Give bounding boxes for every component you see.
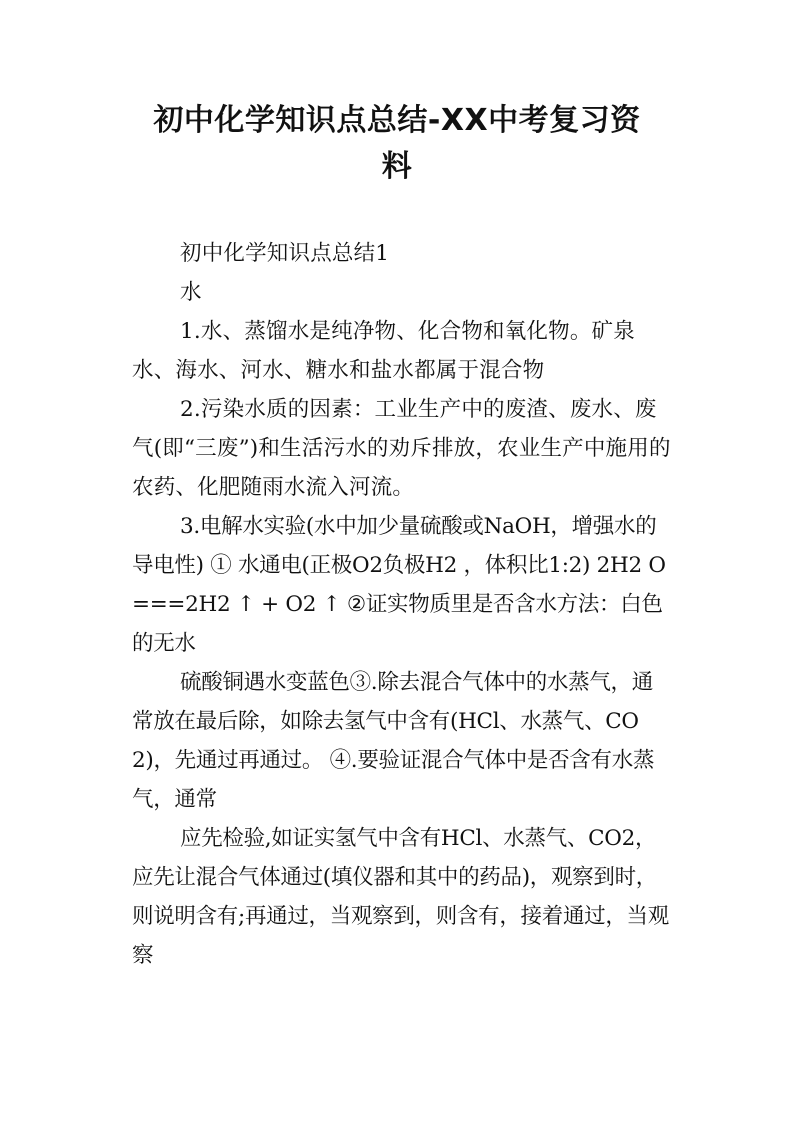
section-heading: 初中化学知识点总结1 <box>180 241 390 266</box>
paragraph-3: 3.电解水实验(水中加少量硫酸或NaOH，增强水的导电性) ① 水通电(正极O2负极H2 ，体积比1:2) 2H2 O===2H2 ↑ + O2 ↑ ②证实物质里是否含水方法：白色的无水 <box>132 514 666 656</box>
paragraph-1: 1.水、蒸馏水是纯净物、化合物和氧化物。矿泉水、海水、河水、糖水和盐水都属于混合物 <box>132 319 635 383</box>
document-body <box>132 234 672 975</box>
title-line-1: 初中化学知识点总结-XX中考复习资 <box>153 103 641 138</box>
paragraph-5: 应先检验,如证实氢气中含有HCl、水蒸气、CO2，应先让混合气体通过(填仪器和其中的药品)，观察到时，则说明含有;再通过，当观察到，则含有，接着通过，当观察 <box>132 826 669 968</box>
title-line-2: 料 <box>381 149 413 184</box>
document-title <box>120 98 674 190</box>
paragraph-4: 硫酸铜遇水变蓝色③.除去混合气体中的水蒸气，通常放在最后除，如除去氢气中含有(HCl、水蒸气、CO2)，先通过再通过。 ④.要验证混合气体中是否含有水蒸气，通常 <box>132 670 655 812</box>
subsection-heading: 水 <box>180 280 202 305</box>
paragraph-2: 2.污染水质的因素：工业生产中的废渣、废水、废气(即“三废”)和生活污水的劝斥排放，农业生产中施用的农药、化肥随雨水流入河流。 <box>132 397 671 500</box>
